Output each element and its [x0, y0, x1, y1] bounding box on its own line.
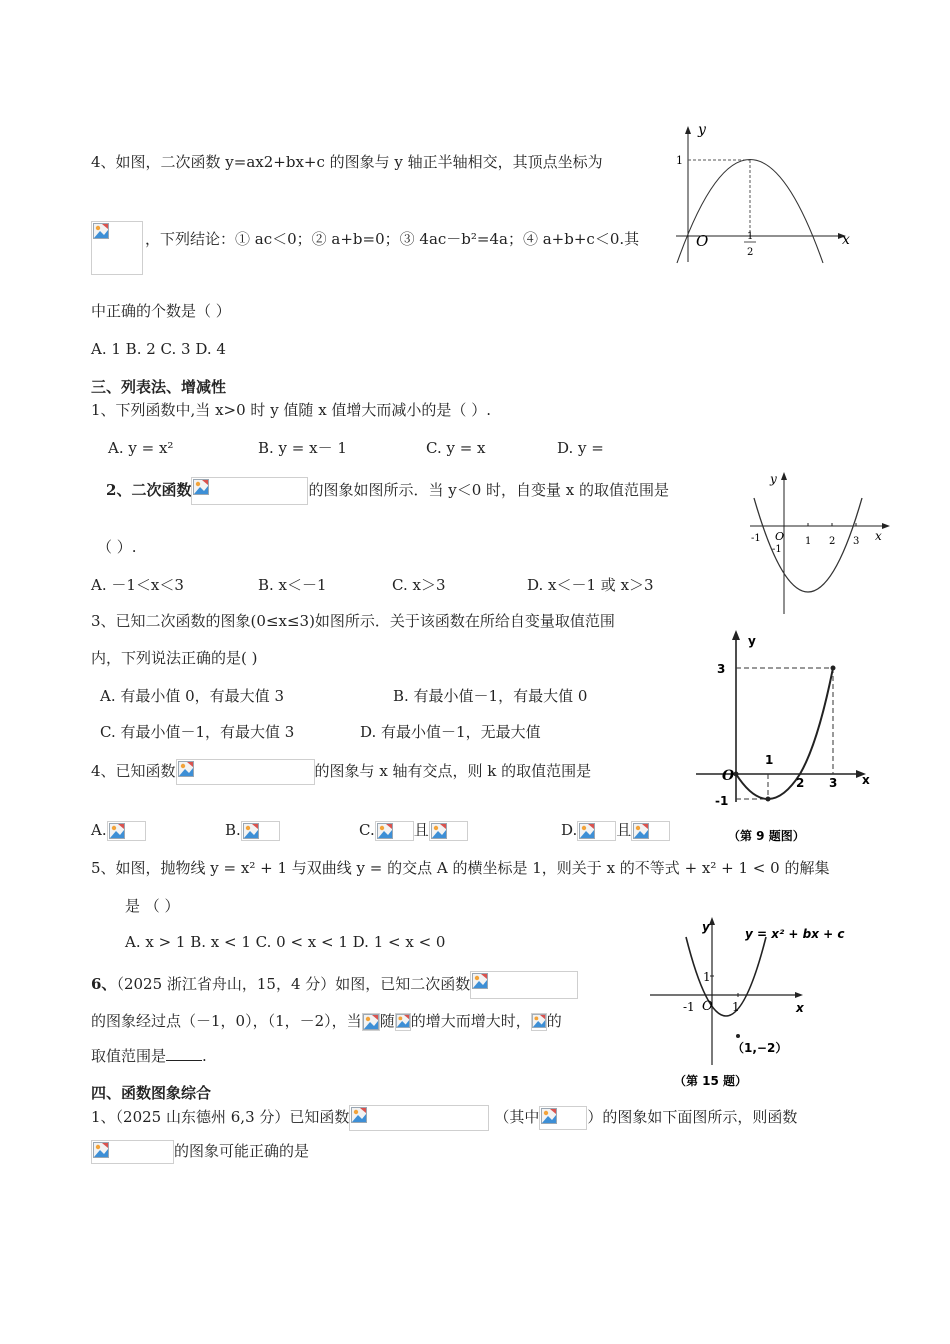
s3-q4-a-image — [107, 821, 146, 841]
s3-q4-d-image1 — [577, 821, 616, 841]
s3-q4-post: 的图象与 x 轴有交点，则 k 的取值范围是 — [314, 762, 592, 780]
y-label: y — [770, 472, 777, 486]
q4-line2: ，下列结论：① ac＜0；② a+b=0；③ 4ac－b²=4a；④ a+b+c＜0.其 — [145, 230, 640, 248]
figure-parabola-roots — [742, 468, 892, 618]
s3-q4-a — [91, 820, 146, 841]
q4-vertex-image — [91, 221, 143, 275]
x-label: x — [875, 529, 882, 543]
s3-q5-line2: 是 （ ） — [125, 897, 180, 915]
s4-q1-line1 — [91, 1105, 797, 1131]
s3-q4-b-image — [241, 821, 280, 841]
origin-label: O — [775, 530, 785, 543]
s3-q1-b: B. y = x－ 1 — [258, 439, 347, 457]
s3-q6-line2-a: 的图象经过点（－1，0），（1，－2），当 — [91, 1012, 362, 1030]
parabola-segment — [736, 668, 833, 799]
s3-q5-line1: 5、如图，抛物线 y = x² + 1 与双曲线 y = 的交点 A 的横坐标是 1，则关于 x 的不等式 + x² + 1 < 0 的解集 — [91, 859, 830, 877]
s3-q2-b: B. x＜－1 — [258, 576, 327, 594]
tick-x-1: 1 — [732, 1000, 740, 1014]
s3-q4-c-image2 — [429, 821, 468, 841]
tick-x-1: 1 — [805, 536, 812, 547]
q4-line3: 中正确的个数是（ ） — [91, 302, 231, 320]
s3-q6-line3 — [91, 1046, 207, 1066]
s3-q2-c: C. x＞3 — [392, 576, 446, 594]
s3-q4-c-and: 且 — [413, 821, 429, 839]
tick-y-1: 1 — [676, 154, 683, 167]
s3-q1: 1、下列函数中,当 x>0 时 y 值随 x 值增大而减小的是（ ）. — [91, 401, 491, 419]
broken-image-icon — [377, 823, 393, 839]
s3-q1-a: A. y = x² — [108, 439, 174, 457]
figure-parabola-vertex — [672, 118, 872, 273]
figure-9 — [690, 627, 880, 852]
figure-15-caption: （第 15 题） — [674, 1074, 748, 1088]
s3-q4-b-label: B. — [225, 821, 241, 839]
s4-q1-line2-text: 的图象可能正确的是 — [174, 1142, 310, 1160]
figure-15 — [646, 915, 866, 1093]
y-label: y — [748, 634, 756, 648]
s3-q4-d-label: D. — [561, 821, 578, 839]
s3-q3-line1: 3、已知二次函数的图象(0≤x≤3)如图所示．关于该函数在所给自变量取值范围 — [91, 612, 615, 630]
broken-image-icon — [541, 1108, 557, 1124]
s3-q4-c — [359, 820, 468, 841]
s4-q1-post: ）的图象如下面图所示，则函数 — [587, 1108, 798, 1126]
tick-y-1: 1 — [703, 970, 711, 984]
s3-q6-line2-c: 的增大而增大时， — [410, 1012, 531, 1030]
tick-half-den: 2 — [747, 247, 754, 258]
s3-q2-paren: （ ）. — [97, 538, 137, 556]
s3-q4-pre: 4、已知函数 — [91, 762, 176, 780]
broken-image-icon — [579, 823, 595, 839]
equation-label: y = x² + bx + c — [745, 927, 845, 941]
broken-image-icon — [532, 1014, 546, 1028]
s3-q6-line2 — [91, 1011, 562, 1031]
s3-q6-line1 — [91, 971, 578, 999]
y-label: y — [702, 920, 710, 934]
s3-q2-pre: 、二次函数 — [116, 481, 192, 499]
s3-q4-d — [561, 820, 670, 841]
tick-x-3: 3 — [829, 776, 838, 790]
x-label: x — [796, 1001, 804, 1015]
broken-image-icon — [396, 1014, 410, 1028]
s3-q4-b — [225, 820, 280, 841]
s3-q4-formula-image — [176, 759, 315, 785]
s3-q3-line2: 内，下列说法正确的是( ) — [91, 649, 258, 667]
s3-q6-var-x2 — [395, 1013, 411, 1031]
answer-blank[interactable] — [166, 1046, 202, 1061]
s3-q5-options: A. x > 1 B. x < 1 C. 0 < x < 1 D. 1 < x < 0 — [125, 933, 446, 951]
broken-image-icon — [193, 479, 209, 495]
broken-image-icon — [431, 823, 447, 839]
s4-q1-line2 — [91, 1140, 309, 1164]
parabola-curve — [686, 937, 766, 1016]
s4-q1-function-image — [91, 1140, 174, 1164]
tick-x-2: 2 — [796, 776, 805, 790]
s3-q3-b: B. 有最小值－1，有最大值 0 — [393, 687, 588, 705]
tick-x-m1: -1 — [683, 1000, 695, 1014]
broken-image-icon — [243, 823, 259, 839]
s3-q6-num: 6、 — [91, 975, 117, 993]
origin-label: O — [696, 232, 709, 250]
s3-q2-num: 2 — [106, 481, 117, 499]
s3-q2-d: D. x＜－1 或 x＞3 — [527, 576, 654, 594]
broken-image-icon — [178, 761, 194, 777]
s3-q2-post: 的图象如图所示．当 y＜0 时，自变量 x 的取值范围是 — [308, 481, 670, 499]
origin-label: O — [702, 999, 713, 1014]
s3-q4-d-image2 — [631, 821, 670, 841]
s3-q6-line2-b: 随 — [379, 1012, 395, 1030]
s3-q3-a: A. 有最小值 0，有最大值 3 — [100, 687, 284, 705]
s4-q1-mid: （其中 — [494, 1108, 540, 1126]
tick-x-2: 2 — [829, 536, 836, 547]
tick-x-3: 3 — [853, 536, 860, 547]
tick-x-1: 1 — [765, 753, 774, 767]
tick-x-m1: -1 — [751, 533, 761, 544]
broken-image-icon — [351, 1107, 367, 1123]
s3-q6-var-x3 — [531, 1013, 547, 1031]
s3-q6-var-x — [362, 1013, 380, 1031]
broken-image-icon — [93, 223, 109, 239]
x-label: x — [862, 773, 870, 787]
broken-image-icon — [363, 1014, 379, 1030]
s4-q1-pre: 1、（2025 山东德州 6,3 分）已知函数 — [91, 1108, 350, 1126]
broken-image-icon — [472, 973, 488, 989]
point-label: （1,−2） — [732, 1041, 788, 1055]
s3-q3-c: C. 有最小值－1，有最大值 3 — [100, 723, 295, 741]
s3-q6-pre: （2025 浙江省舟山，15，4 分）如图，已知二次函数 — [116, 975, 471, 993]
s3-q6-line2-d: 的 — [546, 1012, 562, 1030]
s3-q2-line1 — [106, 477, 669, 505]
section-3-heading: 三、列表法、增减性 — [91, 378, 227, 396]
broken-image-icon — [109, 823, 125, 839]
origin-label: O — [722, 768, 735, 784]
s3-q2-formula-image — [191, 477, 308, 505]
s4-q1-condition-image — [539, 1106, 587, 1130]
q4-line1: 4、如图，二次函数 y=ax2+bx+c 的图象与 y 轴正半轴相交，其顶点坐标为 — [91, 153, 603, 171]
figure-9-caption: （第 9 题图） — [728, 829, 805, 843]
y-label: y — [698, 122, 706, 138]
s3-q3-d: D. 有最小值－1，无最大值 — [360, 723, 541, 741]
s3-q4-c-image1 — [375, 821, 414, 841]
tick-y-m1: -1 — [715, 794, 729, 808]
s3-q4-line — [91, 759, 591, 785]
s4-q1-formula-image — [349, 1105, 489, 1131]
s3-q4-d-and: 且 — [616, 821, 632, 839]
s3-q1-c: C. y = x — [426, 439, 486, 457]
s3-q6-formula-image — [470, 971, 578, 999]
tick-half-num: 1 — [747, 231, 754, 242]
s3-q2-a: A. －1＜x＜3 — [91, 576, 184, 594]
s3-q6-line3-end: . — [202, 1047, 207, 1065]
tick-y-3: 3 — [717, 662, 726, 676]
s3-q4-a-label: A. — [91, 821, 107, 839]
broken-image-icon — [93, 1142, 109, 1158]
s3-q6-line3-text: 取值范围是 — [91, 1047, 167, 1065]
s3-q4-c-label: C. — [359, 821, 375, 839]
section-4-heading: 四、函数图象综合 — [91, 1084, 212, 1102]
x-label: x — [842, 232, 850, 248]
tick-y-m1: -1 — [772, 544, 782, 555]
s3-q1-d: D. y = — [557, 439, 604, 457]
broken-image-icon — [633, 823, 649, 839]
q4-options: A. 1 B. 2 C. 3 D. 4 — [91, 340, 226, 358]
